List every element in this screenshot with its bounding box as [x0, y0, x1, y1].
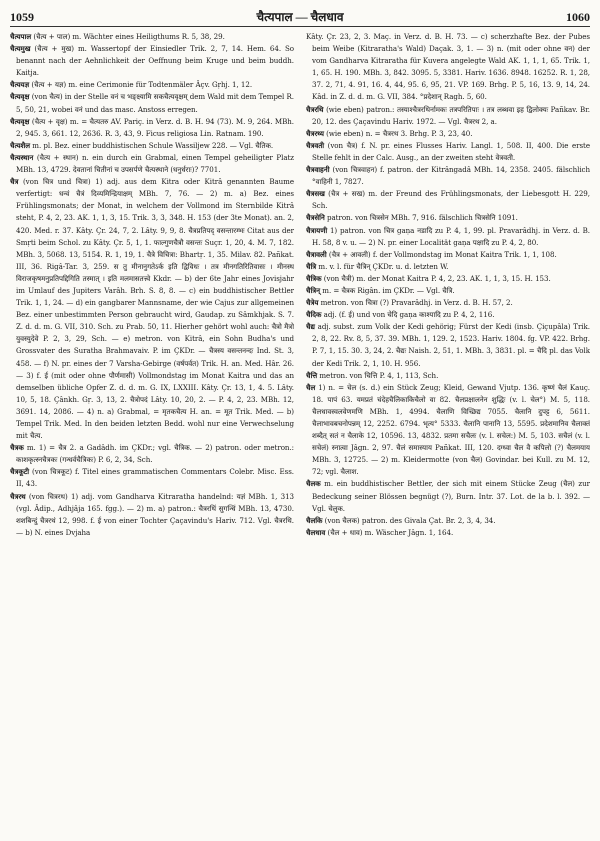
dictionary-entry: [10, 176, 294, 442]
dictionary-entry: [306, 478, 590, 514]
dictionary-entry: [306, 370, 590, 382]
entry-headword: चैत्रसेनि: [306, 213, 325, 223]
entry-headword: चैत्यवृक्ष: [10, 92, 30, 102]
dictionary-entry: [10, 79, 294, 91]
entry-text: (von चैलक) patron. des Givala Çat. Br. 2, 3, 4, 34.: [324, 515, 496, 525]
entry-headword: चैत्र: [10, 177, 19, 187]
entry-text: m. ein buddhistischer Bettler, der sich mit einem Stücke Zeug (चैल) zur Bedeckung seiner Blössen begnügt (?), Burn. Intr. 37. Lot. de la b. l. 392. — Vgl. चेलुक.: [312, 479, 590, 513]
entry-text: (चैत्र + सख) m. der Freund des Frühlingsmonats, der Liebesgott H. 229, Sch.: [312, 189, 590, 211]
entry-headword: चैत्ररथ्य: [306, 128, 324, 138]
entry-headword: चैत्रवाहनी: [306, 165, 330, 175]
dictionary-entry: [306, 140, 590, 164]
dictionary-entry: [10, 466, 294, 490]
entry-headword: चैत्रवती: [306, 140, 325, 150]
entry-headword: चैत्यस्थान: [10, 152, 34, 162]
entry-text: (चैत्य + पाल) m. Wächter eines Heiligthums R. 5, 38, 29.: [33, 32, 225, 41]
entry-headword: चैल: [306, 382, 316, 392]
entry-headword: चैत्रेय: [306, 298, 319, 308]
dictionary-entry: [306, 285, 590, 297]
entry-text: 1) n. = चेल (s. d.) ein Stück Zeug; Kleid, Gewand Vjutp. 136. कृष्णं चैलं Kauç. 18. पापं 63. यमप्रतं चंदेहचैलिकाकिचैलो वा 82. चैलप्रक्षालनेन शुद्धिः (v. l. चेल°) M. 5, 118. चैलधावस्वलवेणमणि MBh. 1, 4994. चैलाणि विच्छिद्य 7055. चैलानि दुपट्ट 6, 5611. चैलाभावबचनोपन्नम् 12, 2252. 6794. भृत्य° 5333. चैलानि पानानि 13, 5595. प्रदेशमानिव चैलाक्तं शब्दैत् सतं न चैलाके 12, 10596. 13, 4832. प्रतमा सचैलः (v. l. सचेल:) M. 5, 103. सचैलं (v. l. सचेलं) स्नात्वा Jâgn. 2, 97. चैलं समास्याय Pañkat. III, 120. दग्ध्वा चैल वै कपिलो (?) चैलमयाय MBh. 3, 12725. — 2) m. Kleidermotte (von चैल) Govindar. bei Kull. zu M. 12, 72; vgl. चैलाश.: [312, 382, 590, 477]
entry-text: (चैत्य + यज्ञ) m. eine Cerimonie für Todtenmäler Âçv. Gṛhj. 1, 12.: [31, 80, 253, 90]
entry-headword: चैत्यशैल: [10, 140, 31, 150]
dictionary-entry: [306, 128, 590, 140]
dictionary-entry: [306, 249, 590, 261]
entry-text: (von चैत्य) in der Stelle वनं च भङ्क्ष्यामि सकचैत्यवृक्षम् dem Wald mit dem Tempel R. 5, 50, 21, wobei वनं und das masc. Anstoss erregen.: [16, 92, 294, 114]
dictionary-entry: [10, 91, 294, 115]
dictionary-entry: [10, 31, 294, 43]
entry-headword: चैत्यवृक्ष: [10, 116, 30, 126]
entry-text: m. = चैत्रक Rigân. im ÇKDr. — Vgl. चैत्रि.: [322, 285, 455, 295]
dictionary-entry: [10, 152, 294, 176]
entry-text: m. v. l. für चैत्रिन् ÇKDr. u. d. letzten W.: [318, 261, 449, 271]
left-page-number: 1059: [10, 10, 34, 24]
dictionary-entry: [10, 43, 294, 79]
dictionary-entry: [306, 273, 590, 285]
entry-headword: चैत्ययज्ञ: [10, 80, 30, 90]
entry-headword: चैत्ररथि: [306, 104, 324, 114]
right-column: [306, 31, 590, 841]
dictionary-entry: [306, 104, 590, 128]
dictionary-entry: [306, 321, 590, 369]
entry-text: (चैत्य + मुख) m. Wassertopf der Einsiedler Trik. 2, 7, 14. Hem. 64. So benannt nach der Aehnlichkeit der Oeffnung beim Kruge und beim buddh. Kaitja.: [16, 44, 294, 78]
entry-headword: चैत्रिक: [306, 273, 322, 283]
dictionary-entry: [306, 225, 590, 249]
dictionary-entry: [306, 188, 590, 212]
entry-text: m. pl. Bez. einer buddhistischen Schule Wassiljew 228. — Vgl. चैतिक.: [32, 140, 274, 150]
entry-text: (wie eben) patron.: तस्याश्चैत्ररथिर्नामकः तत्रपरितिपाः । तत्र लब्धवा इह द्विलोक्यः Pañkav. Br. 20, 12. des Çaçavindu Hariv. 1972. — Vgl. चैत्ररथ 2, a.: [312, 104, 590, 126]
entry-text: patron. von चित्रसेन MBh. 7, 916. fälschlich चित्रसेनि 1091.: [327, 213, 518, 223]
dictionary-entry: [306, 164, 590, 188]
entry-headword: चैत्ति: [306, 370, 318, 380]
dictionary-entry: [306, 297, 590, 309]
entry-text: 1) patron. von चित्र gaṇa नडादि zu P. 4, 1, 99. pl. Pravarâdhj. in Verz. d. B. H. 58, 8 v. u. — 2) N. pr. einer Localität gaṇa पक्षादि zu P. 4, 2, 80.: [312, 225, 590, 247]
entry-text: Kâty. Çr. 23, 2, 3. Maç. in Verz. d. B. H. 73. — c) scherzhafte Bez. der Pubes beim Weibe (Kitraratha's Wald) Daçak. 3, 1. — 3) n. (mit oder ohne वन) der vom Gandharva Kitraratha für Kuvera angelegte Wald AK. 1, 1, 1, 65. Trik. 1, 1, 65. H. 190. MBh. 3, 842. 3095. 5, 3381. Hariv. 1636. 8948. 16252. R. 1, 28, 37. 2, 71, 4. 91, 16. 4, 44, 95. 6, 95, 21. VP. 169. Brhg. P. 5, 16, 13. 9, 14, 24. Kâd. in Z. d. d. m. G. VII, 384. °प्रदेशान् Ragh. 5, 60.: [306, 32, 590, 102]
entry-text: (von चैत्री) m. der Monat Kaitra P. 4, 2, 23. AK. 1, 1, 3, 15. H. 153.: [323, 273, 551, 283]
entry-headword: चैलक: [306, 479, 321, 489]
entry-text: (von चैत्र) f. N. pr. eines Flusses Hariv. Langl. 1, 508. II, 400. Die erste Stelle fehlt in der Calc. Ausg., an der zweiten steht वेत्रवती.: [312, 140, 590, 162]
entry-headword: चैत्रसख: [306, 189, 325, 199]
dictionary-entry: [306, 309, 590, 321]
entry-headword: चैत्रावली: [306, 249, 327, 259]
entry-headword: चैत्रायणी: [306, 225, 328, 235]
entry-headword: चैत्रिन्: [306, 285, 321, 295]
entry-text: (चैत्य + वृक्ष) m. = चैत्यतरु AV. Pariç. in Verz. d. B. H. 94 (73). M. 9, 264. MBh. 2, 945. 3, 661. 12, 2636. R. 3, 43, 9. Ficus religiosa Lin. Ratnam. 190.: [16, 116, 294, 138]
entry-headword: चैलधाव: [306, 527, 326, 537]
entry-headword: चैदिक: [306, 310, 322, 320]
entry-text: (wie eben) n. = चैत्ररथ 3. Brhg. P. 3, 23, 40.: [326, 128, 473, 138]
dictionary-entry: [10, 491, 294, 539]
entry-text: (von चित्ररथ) 1) adj. vom Gandharva Kitraratha handelnd: यज्ञं MBh. 1, 313 (vgl. Âdip., Adhjâja 165. fgg.). — 2) m. a) patron.: चैत्ररथिं सुगन्धिं MBh. 13, 4730. शशबिन्दुं चैत्ररथं 12, 998. f. ई von einer Tochter Çaçavindu's Hariv. 712. Vgl. चैत्ररथि. — b) N. eines Dvjaha: [16, 491, 294, 537]
right-page-number: 1060: [565, 10, 590, 24]
entry-headword: चैत्रकूटी: [10, 467, 30, 477]
dictionary-entry: [306, 382, 590, 479]
entry-text: (चैल + धाव) m. Wäscher Jâgn. 1, 164.: [327, 527, 454, 537]
running-title: चैत्यपाल — चैलधाव: [256, 10, 344, 24]
dictionary-entry: [306, 527, 590, 539]
entry-headword: चैत्यमुख: [10, 44, 31, 54]
entry-headword: चैलकि: [306, 515, 323, 525]
entry-text: metron. von चित्रा (?) Pravarâdhj. in Verz. d. B. H. 57, 2.: [320, 298, 513, 308]
entry-headword: चैद्य: [306, 322, 315, 332]
dictionary-entry: [306, 261, 590, 273]
entry-headword: चैत्ररथ: [10, 491, 26, 501]
page-header: [10, 8, 590, 27]
entry-text: adj. (f. ई) und von चेदि gaṇa काश्यादि zu P. 4, 2, 116.: [323, 310, 495, 320]
dictionary-entry: [306, 515, 590, 527]
left-column: [10, 31, 294, 841]
entry-headword: चैत्रि: [306, 261, 317, 271]
dictionary-entry: [10, 116, 294, 140]
dictionary-entry: [10, 442, 294, 466]
dictionary-entry: [306, 31, 590, 104]
columns: [10, 31, 590, 841]
dictionary-entry: [10, 140, 294, 152]
dictionary-entry: [306, 212, 590, 224]
entry-text: (चैत्र + आवली) f. der Vollmondstag im Monat Kaitra Trik. 1, 1, 108.: [328, 249, 557, 259]
entry-text: (von चित्रवाहन) f. patron. der Kitrângadâ MBh. 14, 2358. 2405. fälschlich °वाहिनी 1, 7827.: [312, 165, 590, 187]
entry-text: (von चित्रकूट) f. Titel eines grammatischen Commentars Colebr. Misc. Ess. II, 43.: [16, 467, 294, 489]
entry-text: adj. subst. zum Volk der Kedi gehörig; Fürst der Kedi (insb. Çiçupâla) Trik. 2, 8, 22. Rv. 8, 5, 37. 39. MBh. 1, 129. 2, 1523. Hariv. 1804. fg. VP. 422. Brhg. P. 7, 1, 15. 30. 3, 24, 2. चैद्यः Naish. 2, 51, 1. MBh. 3, 3831. pl. = चैदि pl. das Volk der Kedi Trik. 2, 1, 10. H. 956.: [312, 322, 590, 368]
entry-text: metron. von चित्ति P. 4, 1, 113, Sch.: [319, 370, 439, 380]
entry-text: (चैत्य + स्थान) n. ein durch ein Grabmal, einen Tempel geheiligter Platz MBh. 13, 4729. देवतानां चितीनां च उपसर्पणे चैत्यस्थाने (धनुर्धराः)? 7701.: [16, 152, 294, 175]
entry-text: m. 1) = चैत्र 2. a Gadâdh. im ÇKDr.; vgl. चैत्रिक. — 2) patron. oder metron.: काशकृत्स्नचैत्रकः (गन्धर्वचैत्रिकः) P. 6, 2, 34, Sch.: [16, 443, 294, 465]
entry-headword: चैत्रक: [10, 443, 24, 453]
entry-text: (von चित्र und चित्रा) 1) adj. aus dem Kitra oder Kitrâ genannten Baume verfertigt: धन्वं चैत्रं दिव्यमिन्द्रियाक्षम् MBh. 7, 76. — 2) m. a) Bez. eines Frühlingsmonats; der Monat, in welchem der Vollmond im Sternbilde Kitrâ steht, P. 4, 2, 23. AK. 1, 1, 3, 15. Trik. 3, 3, 348. H. 153 (der 3te Monat). an. 2, 420. Med. r. 37. Kâty. Çr. 24, 7, 2. Lâty. 9, 9, 8. चैत्रप्रतिपद् वसन्तारम्भः Citat aus der Smṛti beim Schol. zu Kâty. Çr. 5, 1, 1. फाल्गुणचैत्रौ वसन्तः Suçr. 1, 20, 4. M. 7, 182. MBh. 3, 5068. 13, 5154. R. 1, 19, 1. चैत्रे विचित्रा: Bhartṛ. 1, 35. Milav. 82. Pañkat. III, 36. Rigâ-Tar. 3, 259. स तु मीनानुगतेऽर्क इति द्विविधः । तत्र मीनगतिरितिवासः । मीनस्थ विराजकृषमनुप्रतिपद्दिगिति तस्मात् । इति मलमासतत्त्वे Kkdr. — b) der 6te Jahr eines Jovisjahr im Umlauf des Jupiters Varâh. Brh. S. 8, 8. — c) ein buddhistischer Bettler Trik. 1, 1, 24. — d) ein gangbarer Mannsname, der wie Cajus zur allgemeinen Bez. einer unbestimmten Person gebraucht wird, Gaudap. zu Sâmkhjak. S. 7. Z. d. d. m. G. VII, 310. Sch. zu Prab. 50, 11. Hierher gehört wohl auch: चैत्रो मैत्रो युवस्युदेवे P. 2, 3, 29, Sch. — e) metron. von Kitrâ, ein Sohn Budha's und Grossvater des Suratha Brahmavaiv. P. im ÇKDr. — चैत्रस्य वसन्तनन्दः Ind. St. 3, 458. — f) N. pr. eines der 7 Varsha-Gebirge (वर्षपर्वत) Trik. H. an. Med. Hâr. 26. — 3) f. ई (mit oder ohne पौर्णमासी) Vollmondstag im Monat Kaitra und das an demselben übliche Opfer Z. d. d. m. G. IX, LXXIII. Kâty. Çr. 13, 1, 4. 5. Lâty. 10, 5, 18. Çânkh. Gṛ. 3, 13, 2. चैत्रोपदं Lâty. 10, 20, 2. — P. 4, 2, 23. MBh. 12, 3691. 14, 2086. — 4) n. a) Grabmal, = मृतकचैत्य H. an. = मूत Trik. Med. — b) Tempel Trik. Med. In den beiden letzten Bedd. wohl nur eine Verwechselung mit चैत्य.: [16, 177, 294, 441]
entry-headword: चैत्यपाल: [10, 32, 32, 41]
